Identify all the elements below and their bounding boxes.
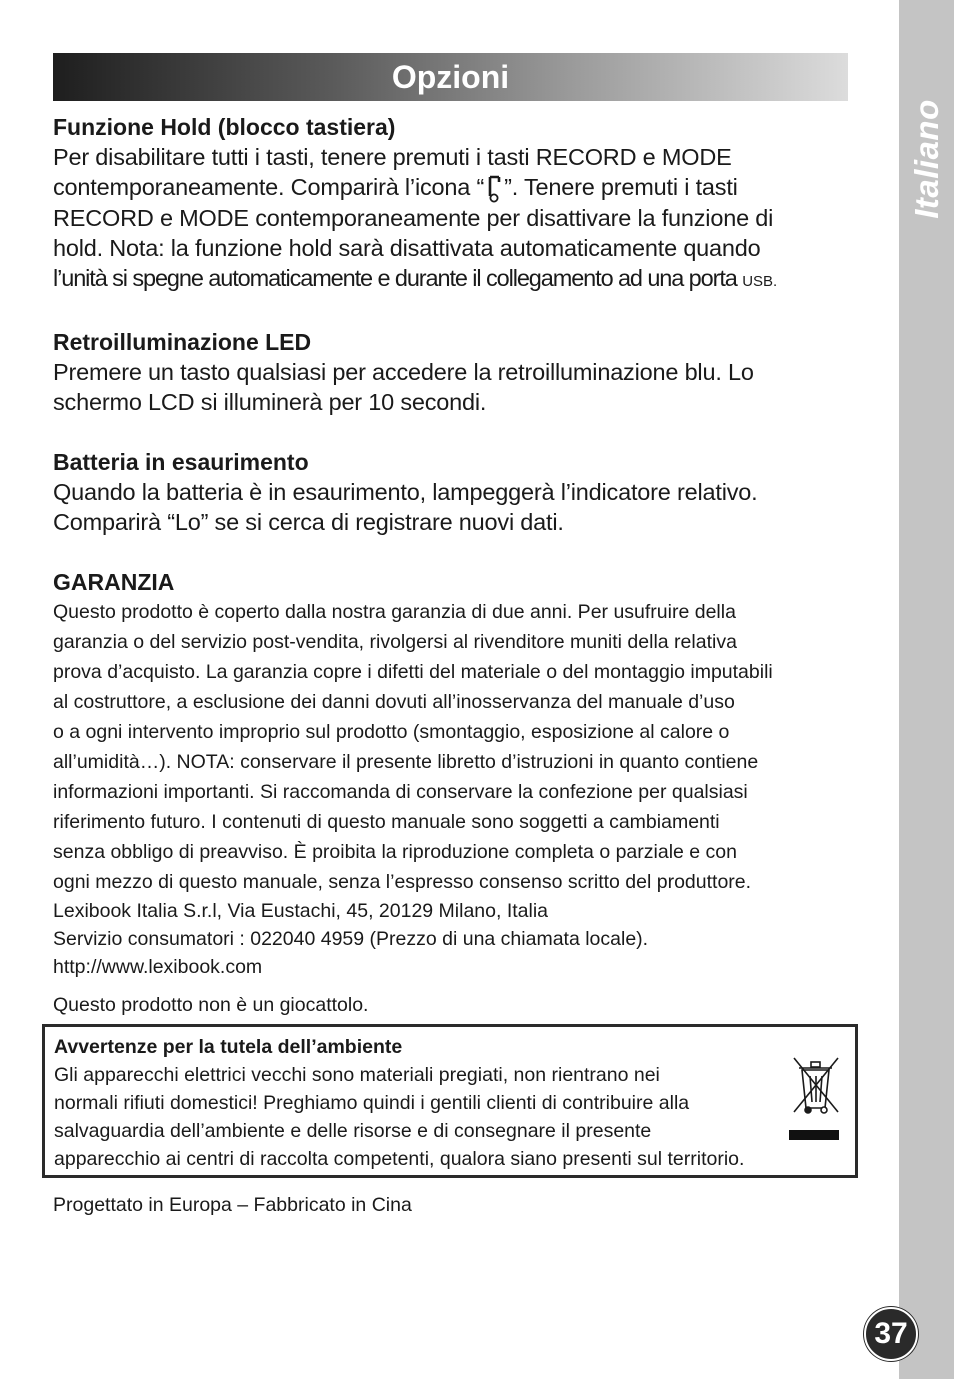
battery-line-2: Comparirà “Lo” se si cerca di registrare nuovi dati. — [53, 509, 564, 535]
environment-notice-line: Gli apparecchi elettrici vecchi sono materiali pregiati, non rientrano nei — [54, 1064, 660, 1086]
warranty-heading: GARANZIA — [53, 569, 175, 595]
bin-underline-bar — [789, 1130, 839, 1140]
website-link[interactable]: http://www.lexibook.com — [53, 956, 263, 978]
hold-line-3: RECORD e MODE contemporaneamente per disattivare la funzione di — [53, 205, 774, 231]
hold-line-2 — [53, 172, 853, 203]
hold-line-2-post: ”. Tenere premuti i tasti — [504, 174, 738, 200]
hold-lock-icon — [484, 173, 504, 203]
crossed-out-wheelie-bin-icon — [788, 1054, 843, 1116]
footer-origin: Progettato in Europa – Fabbricato in Cina — [53, 1194, 412, 1216]
battery-line-1: Quando la batteria è in esaurimento, lampeggerà l’indicatore relativo. — [53, 479, 758, 505]
company-address: Lexibook Italia S.r.l, Via Eustachi, 45, 20129 Milano, Italia — [53, 900, 549, 922]
section-battery — [53, 447, 853, 537]
hold-heading: Funzione Hold (blocco tastiera) — [53, 114, 396, 140]
hold-line-2-pre: contemporaneamente. Comparirà l’icona “ — [53, 174, 485, 200]
hold-line-5-text: l’unità si spegne automaticamente e durante il collegamento ad una porta — [53, 265, 737, 291]
environment-notice-line: normali rifiuti domestici! Preghiamo quindi i gentili clienti di contribuire alla — [54, 1092, 690, 1114]
environment-notice-body — [54, 1061, 854, 1173]
battery-heading: Batteria in esaurimento — [53, 449, 309, 475]
warranty-line: o a ogni intervento improprio sul prodotto (smontaggio, esposizione al calore o — [53, 721, 730, 743]
section-led — [53, 327, 853, 417]
warranty-line: garanzia o del servizio post-vendita, rivolgersi al rivenditore muniti della relativa — [53, 631, 737, 653]
environment-notice-box — [42, 1024, 858, 1178]
led-line-2: schermo LCD si illuminerà per 10 secondi. — [53, 389, 487, 415]
customer-service: Servizio consumatori : 022040 4959 (Prezzo di una chiamata locale). — [53, 928, 649, 950]
hold-line-4: hold. Nota: la funzione hold sarà disattivata automaticamente quando — [53, 235, 761, 261]
hold-line-1: Per disabilitare tutti i tasti, tenere premuti i tasti RECORD e MODE — [53, 144, 732, 170]
warranty-line: all’umidità…). NOTA: conservare il presente libretto d’istruzioni in quanto contiene — [53, 751, 759, 773]
not-a-toy-notice: Questo prodotto non è un giocattolo. — [53, 994, 369, 1016]
section-warranty — [53, 567, 853, 1019]
language-label: Italiano — [907, 99, 945, 219]
warranty-line: ogni mezzo di questo manuale, senza l’espresso consenso scritto del produttore. — [53, 871, 752, 893]
page-number: 37 — [864, 1307, 918, 1361]
warranty-line: riferimento futuro. I contenuti di questo manuale sono soggetti a cambiamenti — [53, 811, 720, 833]
led-line-1: Premere un tasto qualsiasi per accedere la retroilluminazione blu. Lo — [53, 359, 754, 385]
warranty-line: senza obbligo di preavviso. È proibita la riproduzione completa o parziale e con — [53, 841, 737, 863]
section-hold — [53, 112, 853, 297]
warranty-line: informazioni importanti. Si raccomanda di conservare la confezione per qualsiasi — [53, 781, 748, 803]
language-label-container — [899, 94, 954, 224]
hold-line-5 — [53, 263, 853, 297]
warranty-line: al costruttore, a esclusione dei danni dovuti all’inosservanza del manuale d’uso — [53, 691, 735, 713]
warranty-line: prova d’acquisto. La garanzia copre i difetti del materiale o del montaggio imputabili — [53, 661, 773, 683]
main-content — [53, 112, 853, 1019]
title-bar — [53, 53, 848, 101]
environment-notice-line: salvaguardia dell’ambiente e delle risorse e di consegnare il presente — [54, 1120, 652, 1142]
led-heading: Retroilluminazione LED — [53, 329, 312, 355]
page-title: Opzioni — [391, 59, 510, 95]
environment-notice-line: apparecchio ai centri di raccolta competenti, qualora siano presenti sul territorio. — [54, 1148, 745, 1170]
environment-notice-title: Avvertenze per la tutela dell’ambiente — [54, 1036, 403, 1058]
hold-usb-text: USB. — [742, 273, 778, 290]
warranty-line: Questo prodotto è coperto dalla nostra garanzia di due anni. Per usufruire della — [53, 601, 736, 623]
